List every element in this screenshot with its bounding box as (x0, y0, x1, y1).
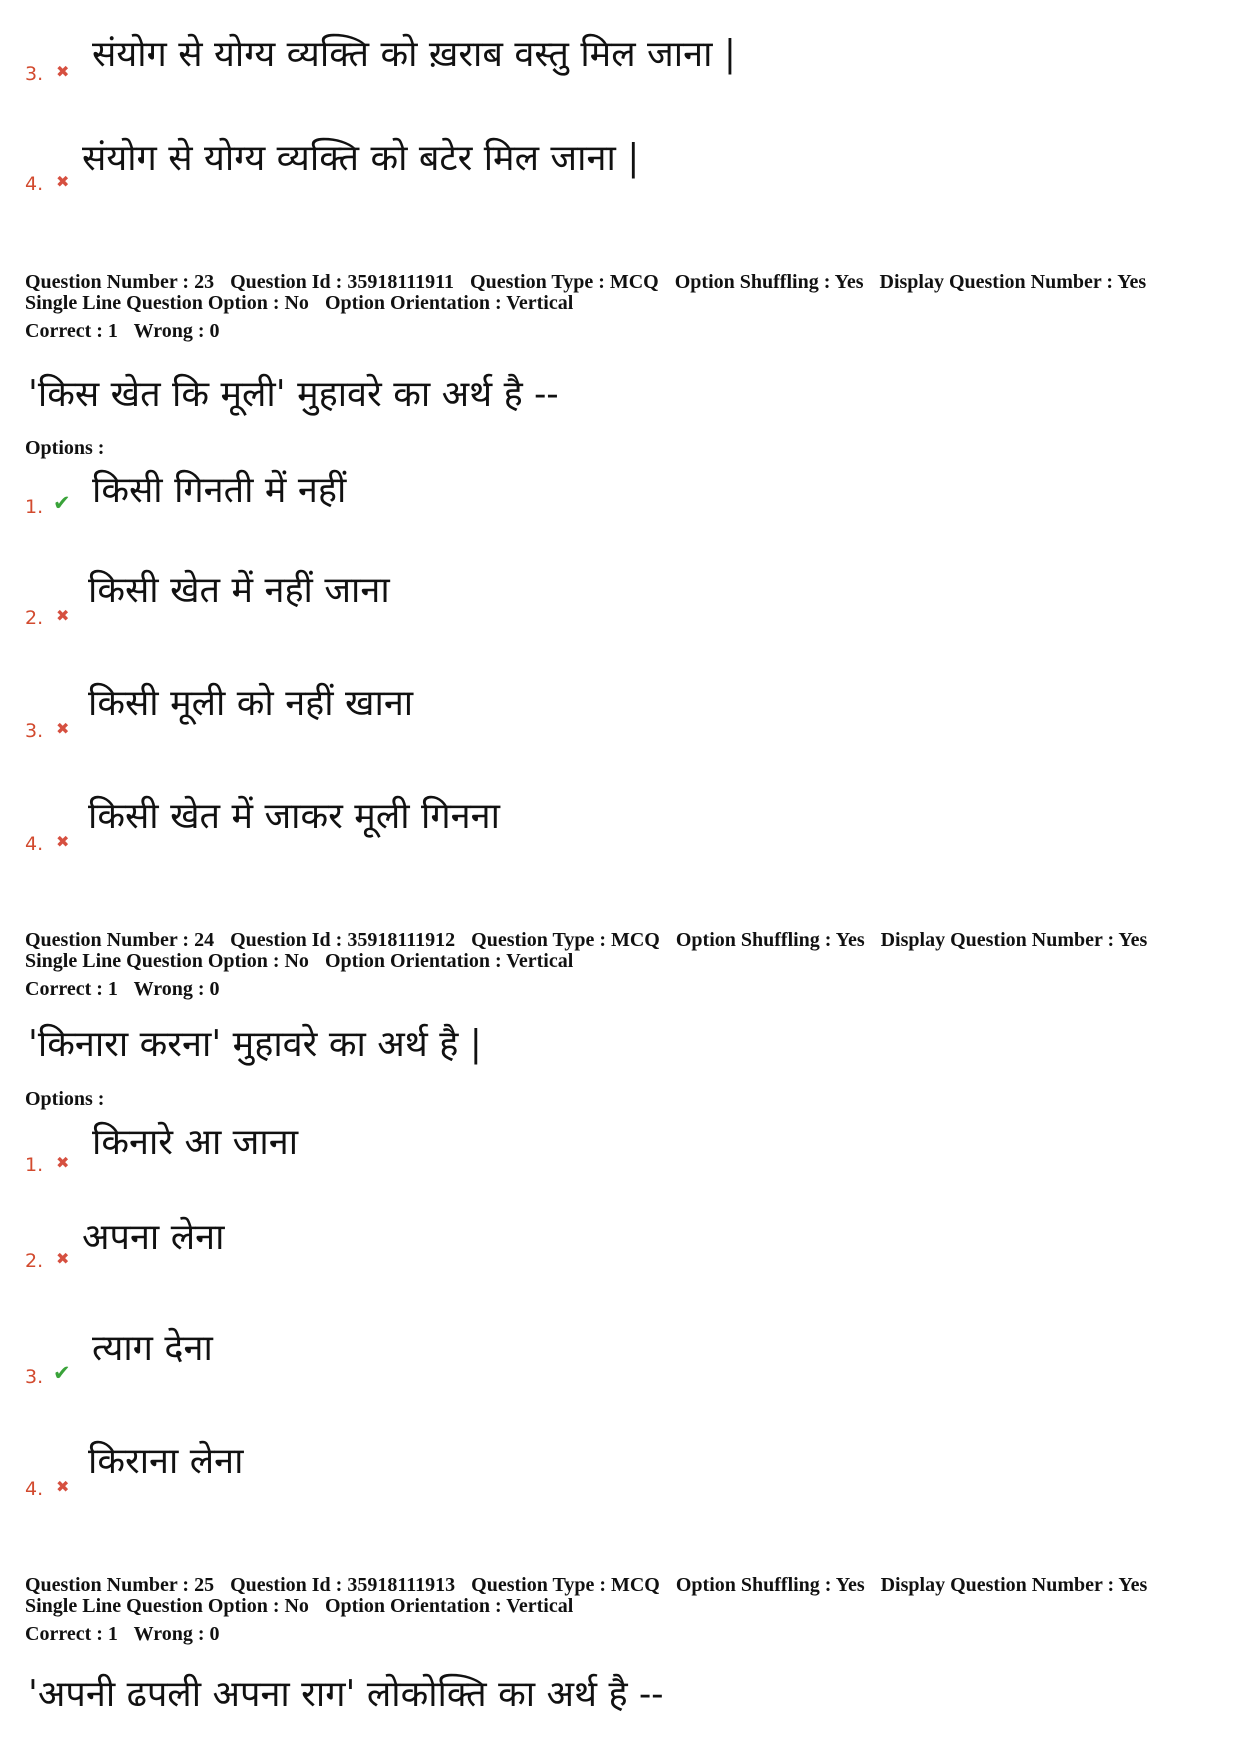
question-text: 'किस खेत कि मूली' मुहावरे का अर्थ है -- (28, 374, 559, 415)
question-id: Question Id : 35918111911 (230, 271, 455, 293)
question-number: Question Number : 23 (25, 271, 215, 293)
question-type: Question Type : MCQ (471, 1574, 660, 1596)
options-label: Options : (25, 437, 105, 459)
option-number: 4. (25, 1478, 44, 1500)
wrong-mark-icon: ✖ (56, 1249, 70, 1268)
single-line-option: Single Line Question Option : No (25, 1595, 309, 1617)
question-text: 'अपनी ढपली अपना राग' लोकोक्ति का अर्थ है -- (28, 1674, 664, 1715)
question-number: Question Number : 25 (25, 1574, 215, 1596)
option-number: 3. (25, 1366, 44, 1388)
option-number: 1. (25, 496, 44, 518)
wrong-mark-icon: ✖ (56, 606, 70, 625)
option-text: किनारे आ जाना (92, 1122, 299, 1163)
option-number: 4. (25, 833, 44, 855)
wrong-marks: Wrong : 0 (133, 978, 220, 1000)
option-shuffling: Option Shuffling : Yes (675, 1574, 865, 1596)
wrong-mark-icon: ✖ (56, 719, 70, 738)
question-id: Question Id : 35918111912 (230, 929, 456, 951)
wrong-marks: Wrong : 0 (133, 320, 220, 342)
options-label: Options : (25, 1088, 105, 1110)
option-text: किसी गिनती में नहीं (92, 470, 347, 511)
wrong-mark-icon: ✖ (56, 62, 70, 81)
option-orientation: Option Orientation : Vertical (324, 292, 574, 314)
wrong-mark-icon: ✖ (56, 1153, 70, 1172)
correct-marks: Correct : 1 (25, 1623, 118, 1645)
option-number: 1. (25, 1154, 44, 1176)
check-mark-icon: ✔ (53, 491, 71, 515)
option-number: 4. (25, 173, 44, 195)
display-question-number: Display Question Number : Yes (879, 271, 1147, 293)
display-question-number: Display Question Number : Yes (880, 929, 1148, 951)
wrong-mark-icon: ✖ (56, 832, 70, 851)
wrong-mark-icon: ✖ (56, 1477, 70, 1496)
option-orientation: Option Orientation : Vertical (324, 950, 574, 972)
option-number: 3. (25, 63, 44, 85)
option-shuffling: Option Shuffling : Yes (674, 271, 864, 293)
check-mark-icon: ✔ (53, 1361, 71, 1385)
option-number: 3. (25, 720, 44, 742)
option-text: किराना लेना (88, 1441, 244, 1482)
option-text: किसी मूली को नहीं खाना (88, 683, 414, 724)
option-shuffling: Option Shuffling : Yes (675, 929, 865, 951)
option-text: त्याग देना (92, 1328, 213, 1369)
option-orientation: Option Orientation : Vertical (324, 1595, 574, 1617)
correct-marks: Correct : 1 (25, 320, 118, 342)
question-meta (25, 930, 1158, 1000)
question-type: Question Type : MCQ (470, 271, 659, 293)
question-meta (25, 272, 1157, 342)
correct-marks: Correct : 1 (25, 978, 118, 1000)
single-line-option: Single Line Question Option : No (25, 950, 309, 972)
option-text: संयोग से योग्य व्यक्ति को बटेर मिल जाना | (82, 138, 640, 179)
single-line-option: Single Line Question Option : No (25, 292, 309, 314)
option-number: 2. (25, 607, 44, 629)
question-id: Question Id : 35918111913 (230, 1574, 456, 1596)
option-text: संयोग से योग्य व्यक्ति को ख़राब वस्तु मिल जाना | (92, 34, 736, 75)
option-number: 2. (25, 1250, 44, 1272)
question-number: Question Number : 24 (25, 929, 215, 951)
question-meta (25, 1575, 1158, 1645)
option-text: अपना लेना (82, 1217, 225, 1258)
option-text: किसी खेत में नहीं जाना (88, 570, 390, 611)
display-question-number: Display Question Number : Yes (880, 1574, 1148, 1596)
question-text: 'किनारा करना' मुहावरे का अर्थ है | (28, 1024, 482, 1065)
option-text: किसी खेत में जाकर मूली गिनना (88, 796, 500, 837)
question-type: Question Type : MCQ (471, 929, 660, 951)
wrong-marks: Wrong : 0 (133, 1623, 220, 1645)
wrong-mark-icon: ✖ (56, 172, 70, 191)
